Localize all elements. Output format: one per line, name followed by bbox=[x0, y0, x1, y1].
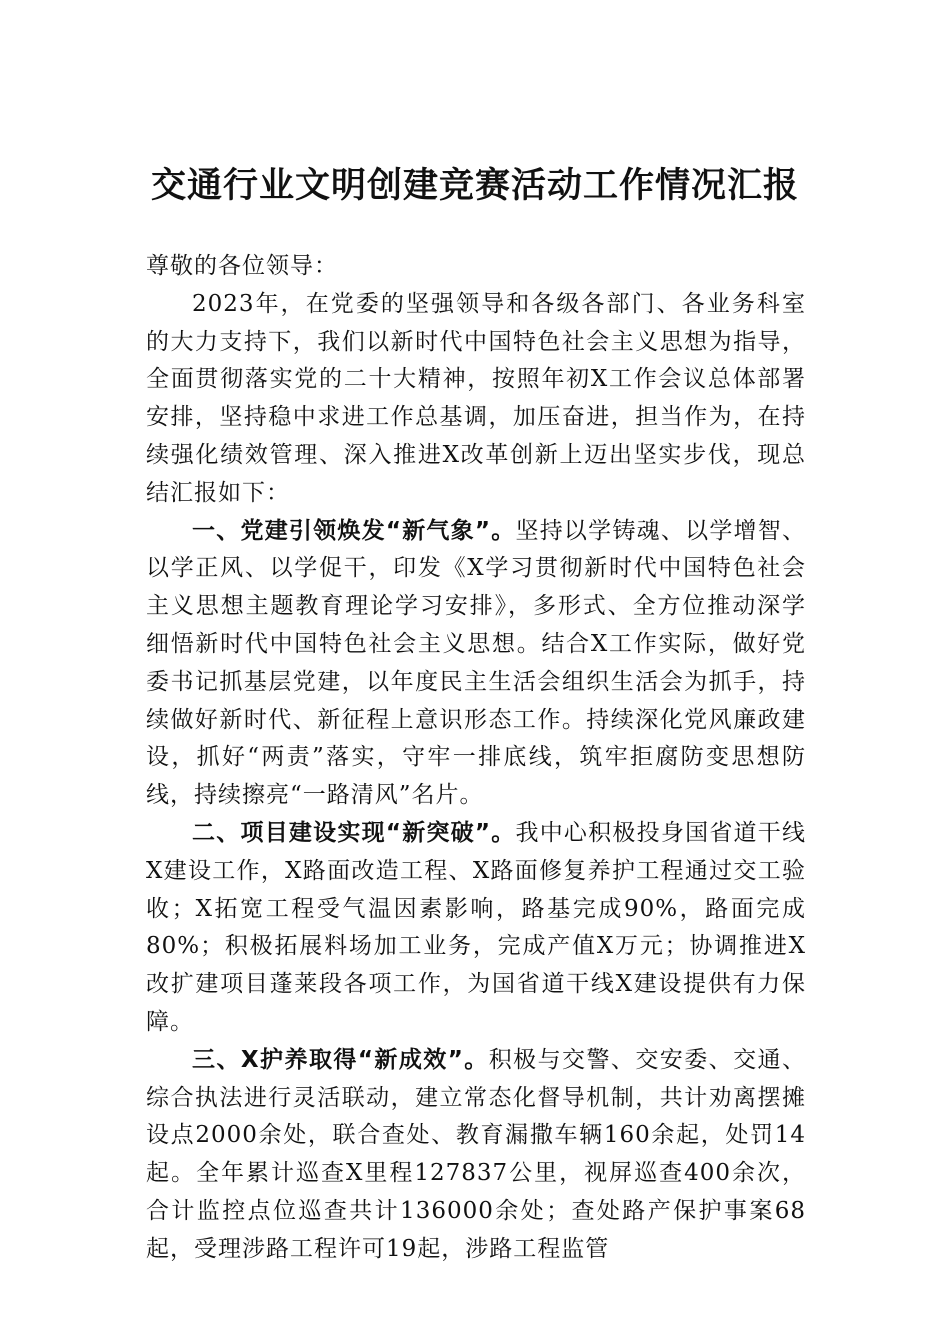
section-paragraph-1 bbox=[146, 513, 806, 815]
section-heading-2: 二、项目建设实现“新突破”。 bbox=[192, 819, 516, 846]
document-title: 交通行业文明创建竞赛活动工作情况汇报 bbox=[150, 165, 799, 206]
salutation: 尊敬的各位领导： bbox=[146, 253, 338, 279]
document-body bbox=[146, 248, 806, 1269]
section-paragraph-2 bbox=[146, 815, 806, 1042]
section-heading-3: 三、X护养取得“新成效”。 bbox=[192, 1046, 489, 1073]
section-heading-1: 一、党建引领焕发“新气象”。 bbox=[192, 517, 516, 544]
intro-paragraph: 2023年，在党委的坚强领导和各级各部门、各业务科室的大力支持下，我们以新时代中国特色社会主义思想为指导，全面贯彻落实党的二十大精神，按照年初X工作会议总体部署安排，坚持稳中求进工作总基调，加压奋进，担当作为，在持续强化绩效管理、深入推进X改革创新上迈出坚实步伐，现总结汇报如下： bbox=[146, 290, 806, 506]
section-text-2: 我中心积极投身国省道干线X建设工作，X路面改造工程、X路面修复养护工程通过交工验收；X拓宽工程受气温因素影响，路基完成90%，路面完成80%；积极拓展料场加工业务，完成产值X万元；协调推进X改扩建项目蓬莱段各项工作，为国省道干线X建设提供有力保障。 bbox=[146, 819, 807, 1035]
section-text-1: 坚持以学铸魂、以学增智、以学正风、以学促干，印发《X学习贯彻新时代中国特色社会主义思想主题教育理论学习安排》，多形式、全方位推动深学细悟新时代中国特色社会主义思想。结合X工作实际，做好党委书记抓基层党建，以年度民主生活会组织生活会为抓手，持续做好新时代、新征程上意识形态工作。持续深化党风廉政建设，抓好“两责”落实，守牢一排底线，筑牢拒腐防变思想防线，持续擦亮“一路清风”名片。 bbox=[146, 517, 807, 809]
section-text-3: 积极与交警、交安委、交通、综合执法进行灵活联动，建立常态化督导机制，共计劝离摆摊设点2000余处，联合查处、教育漏撒车辆160余起，处罚14起。全年累计巡查X里程127837公里，视屏巡查400余次，合计监控点位巡查共计136000余处；查处路产保护事案68起，受理涉路工程许可19起，涉路工程监管 bbox=[146, 1046, 806, 1262]
section-paragraph-3 bbox=[146, 1042, 806, 1269]
